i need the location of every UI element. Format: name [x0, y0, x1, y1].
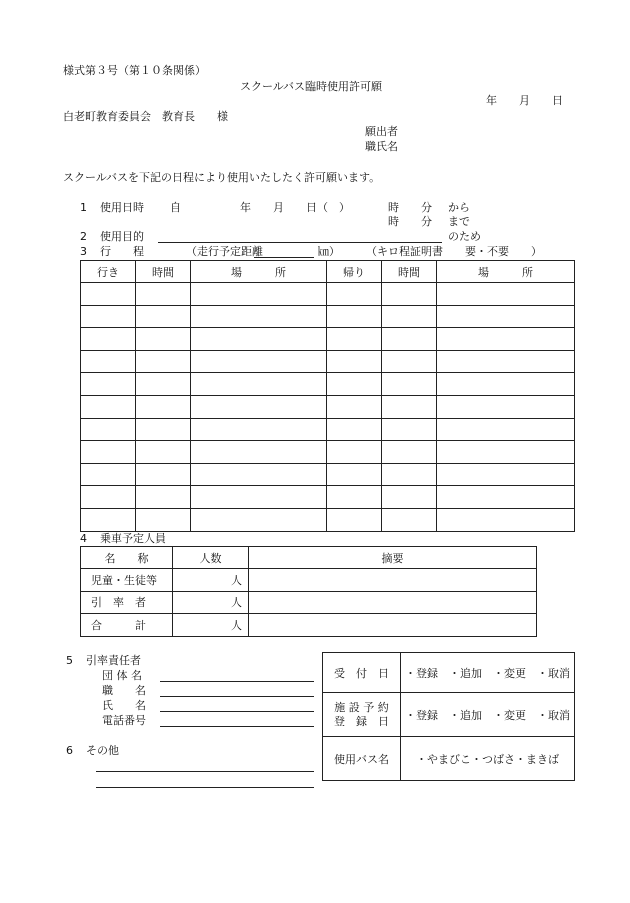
item1-date: 年 月 日（ ） [240, 201, 350, 214]
office-use-table [322, 652, 575, 781]
item1-time-end: 時 分 [388, 215, 432, 228]
phone-input[interactable] [160, 726, 314, 727]
passengers-count-cell[interactable]: 人 [173, 614, 249, 637]
table-row [81, 614, 537, 637]
other-input-line[interactable] [96, 771, 314, 772]
distance-label: （走行予定距離 [186, 245, 263, 258]
table-row [81, 441, 575, 464]
itinerary-table [80, 260, 575, 532]
item1-to-suffix: まで [448, 215, 470, 228]
passengers-row-label: 児童・生徒等 [81, 569, 173, 592]
passengers-header-notes: 摘要 [249, 547, 537, 569]
itinerary-header-time-return: 時間 [382, 261, 437, 283]
item5-number: 5 [66, 654, 73, 667]
table-row [81, 463, 575, 486]
table-row [81, 373, 575, 396]
table-row [81, 591, 537, 614]
addressee: 白老町教育委員会 教育長 様 [63, 110, 228, 123]
bus-name-options[interactable]: ・やまびこ・つばさ・まきば [401, 737, 575, 781]
name-label: 職氏名 [365, 140, 398, 153]
item3-number: 3 [80, 245, 87, 258]
item6-label: その他 [86, 744, 119, 757]
km-certificate: （キロ程証明書 要・不要 ） [366, 245, 542, 258]
form-title: スクールバス臨時使用許可願 [240, 80, 383, 93]
table-row [81, 486, 575, 509]
item1-time-start: 時 分 [388, 201, 432, 214]
table-row [81, 418, 575, 441]
table-row [81, 395, 575, 418]
distance-unit: ㎞） [318, 245, 340, 258]
item1-from-suffix: から [448, 201, 470, 214]
facility-reservation-label-line1: 施 設 予 約 [334, 700, 389, 714]
group-name-input[interactable] [160, 681, 314, 682]
phone-label: 電話番号 [102, 714, 146, 727]
item3-label: 行 程 [100, 245, 144, 258]
passengers-notes-cell[interactable] [249, 569, 537, 592]
itinerary-header-outbound: 行き [81, 261, 136, 283]
other-input-line[interactable] [96, 787, 314, 788]
passengers-notes-cell[interactable] [249, 591, 537, 614]
table-row [81, 305, 575, 328]
request-text: スクールバスを下記の日程により使用いたしたく許可願います。 [63, 171, 381, 184]
applicant-label: 願出者 [365, 125, 398, 138]
distance-input-line[interactable] [254, 257, 314, 258]
receipt-date-options[interactable]: ・登録 ・追加 ・変更 ・取消 [401, 653, 575, 693]
table-row [81, 569, 537, 592]
passengers-row-label: 合 計 [81, 614, 173, 637]
leader-name-label: 氏 名 [102, 699, 146, 712]
item2-suffix: のため [448, 230, 481, 243]
item2-number: 2 [80, 230, 87, 243]
receipt-date-label: 受 付 日 [323, 653, 401, 693]
item5-label: 引率責任者 [86, 654, 141, 667]
facility-reservation-label-line2: 登 録 日 [334, 714, 389, 728]
leader-name-input[interactable] [160, 711, 314, 712]
item1-number: 1 [80, 201, 87, 214]
bus-name-label: 使用バス名 [323, 737, 401, 781]
facility-reservation-options[interactable]: ・登録 ・追加 ・変更 ・取消 [401, 693, 575, 737]
position-input[interactable] [160, 696, 314, 697]
passengers-row-label: 引 率 者 [81, 591, 173, 614]
table-row [81, 328, 575, 351]
purpose-input-line[interactable] [158, 242, 442, 243]
passengers-table [80, 546, 537, 637]
item4-label: 乗車予定人員 [100, 532, 166, 545]
passengers-count-cell[interactable]: 人 [173, 569, 249, 592]
itinerary-header-place-return: 場 所 [437, 261, 575, 283]
passengers-count-cell[interactable]: 人 [173, 591, 249, 614]
item1-label: 使用日時 [100, 201, 144, 214]
item6-number: 6 [66, 744, 73, 757]
passengers-notes-cell[interactable] [249, 614, 537, 637]
itinerary-header-place: 場 所 [191, 261, 327, 283]
group-name-label: 団 体 名 [102, 669, 142, 682]
facility-reservation-label [323, 693, 401, 737]
position-label: 職 名 [102, 684, 146, 697]
table-row [81, 508, 575, 531]
table-row [81, 283, 575, 306]
item4-number: 4 [80, 532, 87, 545]
itinerary-header-return: 帰り [327, 261, 382, 283]
passengers-header-name: 名 称 [81, 547, 173, 569]
item1-from: 自 [170, 201, 181, 214]
form-number: 様式第３号（第１０条関係） [63, 64, 206, 77]
date-line: 年 月 日 [486, 94, 563, 107]
passengers-header-count: 人数 [173, 547, 249, 569]
table-row [81, 350, 575, 373]
item2-label: 使用目的 [100, 230, 144, 243]
itinerary-header-time: 時間 [136, 261, 191, 283]
